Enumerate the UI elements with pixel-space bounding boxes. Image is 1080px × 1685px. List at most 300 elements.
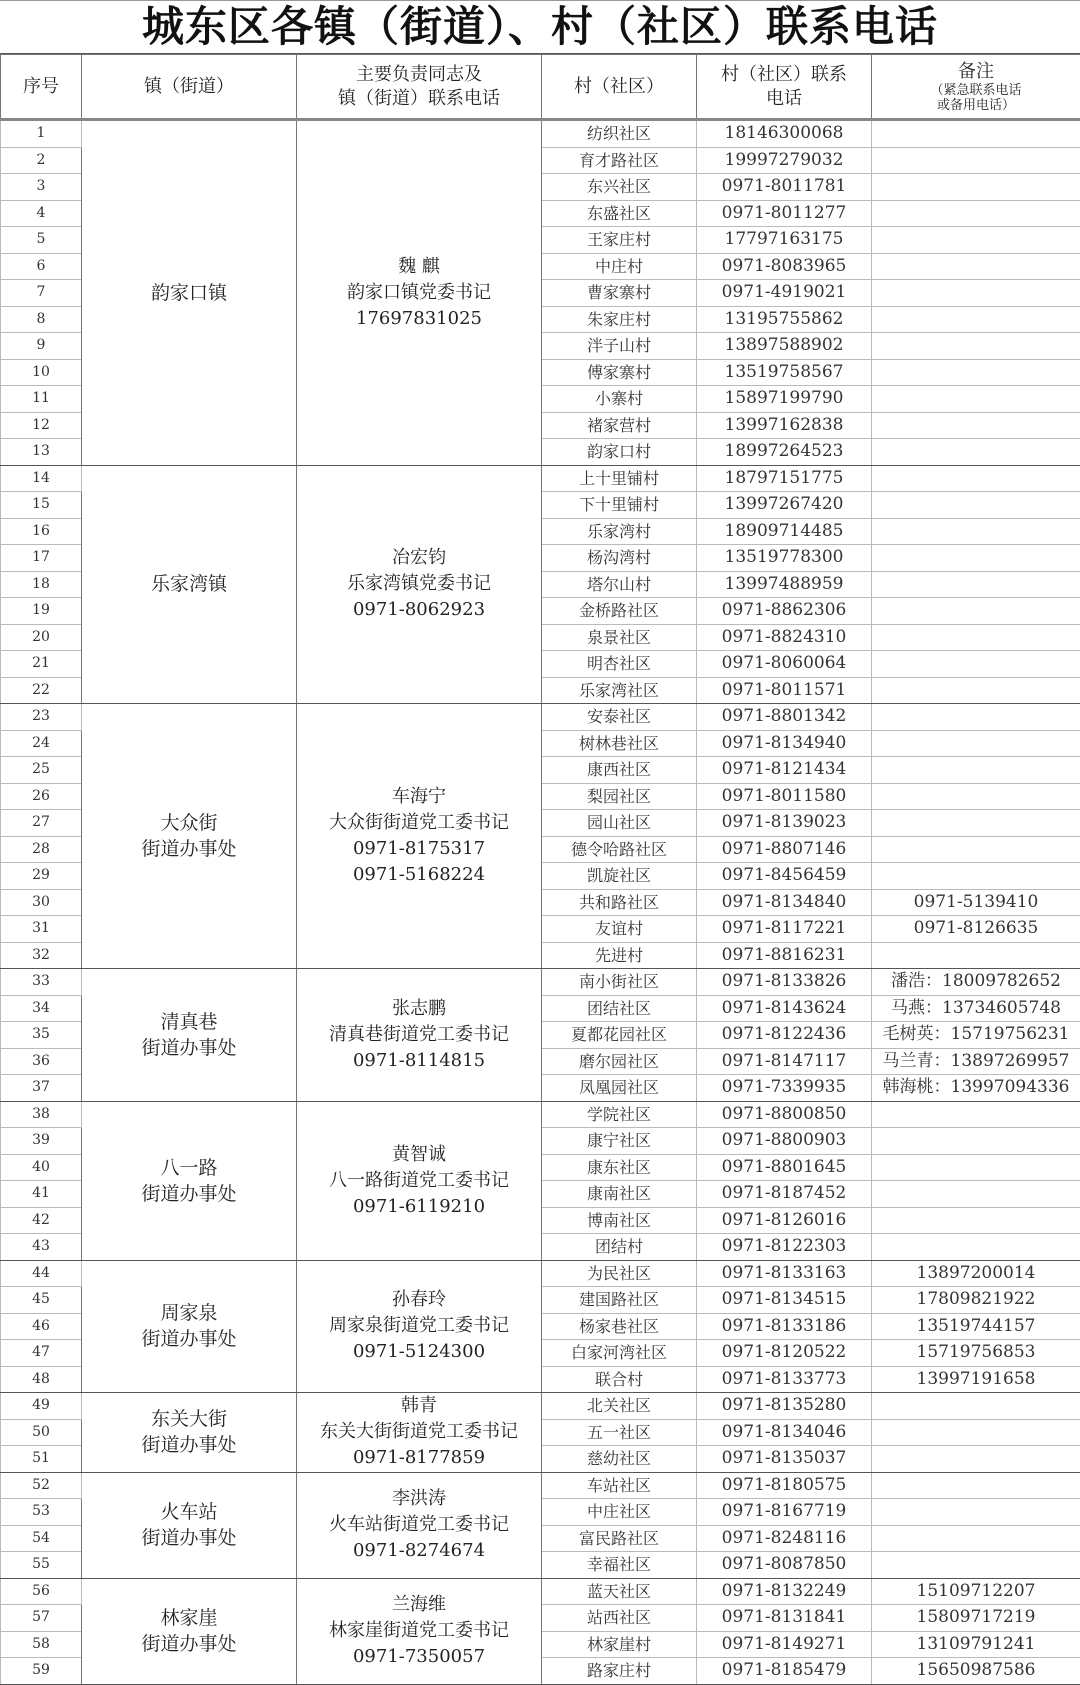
note-phone: 0971-8126635 bbox=[872, 916, 1080, 943]
village-name: 友谊村 bbox=[542, 916, 697, 943]
village-phone: 0971-8132249 bbox=[697, 1578, 872, 1605]
row-index: 47 bbox=[1, 1340, 82, 1367]
village-phone: 0971-8816231 bbox=[697, 942, 872, 969]
note-phone bbox=[872, 730, 1080, 757]
village-name: 凯旋社区 bbox=[542, 863, 697, 890]
leader-title: 韵家口镇党委书记 bbox=[297, 280, 541, 306]
village-phone: 0971-8122436 bbox=[697, 1022, 872, 1049]
village-name: 团结村 bbox=[542, 1234, 697, 1261]
town-name-line: 周家泉 bbox=[82, 1300, 296, 1326]
village-name: 蓝天社区 bbox=[542, 1578, 697, 1605]
row-index: 43 bbox=[1, 1234, 82, 1261]
row-index: 40 bbox=[1, 1154, 82, 1181]
town-name-line: 火车站 bbox=[82, 1499, 296, 1525]
village-name: 学院社区 bbox=[542, 1101, 697, 1128]
town-name-cell bbox=[82, 1101, 297, 1260]
note-phone bbox=[872, 810, 1080, 837]
village-phone: 0971-8180575 bbox=[697, 1472, 872, 1499]
village-phone: 0971-8011781 bbox=[697, 174, 872, 201]
note-phone bbox=[872, 1181, 1080, 1208]
leader-phone: 0971-8114815 bbox=[297, 1048, 541, 1074]
village-name: 德令哈路社区 bbox=[542, 836, 697, 863]
note-phone bbox=[872, 1446, 1080, 1473]
village-name: 康东社区 bbox=[542, 1154, 697, 1181]
village-phone: 0971-8167719 bbox=[697, 1499, 872, 1526]
table-row bbox=[1, 465, 1080, 492]
leader-name: 车海宁 bbox=[297, 784, 541, 810]
town-name-line: 林家崖 bbox=[82, 1605, 296, 1631]
leader-title: 乐家湾镇党委书记 bbox=[297, 571, 541, 597]
row-index: 20 bbox=[1, 624, 82, 651]
village-phone: 18146300068 bbox=[697, 120, 872, 148]
village-name: 站西社区 bbox=[542, 1605, 697, 1632]
leader-phone: 0971-8177859 bbox=[297, 1445, 541, 1471]
leader-phone: 17697831025 bbox=[297, 306, 541, 332]
row-index: 32 bbox=[1, 942, 82, 969]
note-phone bbox=[872, 757, 1080, 784]
village-name: 乐家湾社区 bbox=[542, 677, 697, 704]
row-index: 38 bbox=[1, 1101, 82, 1128]
town-name-line: 大众街 bbox=[82, 810, 296, 836]
row-index: 46 bbox=[1, 1313, 82, 1340]
village-phone: 0971-8126016 bbox=[697, 1207, 872, 1234]
village-phone: 0971-8147117 bbox=[697, 1048, 872, 1075]
row-index: 7 bbox=[1, 280, 82, 307]
row-index: 34 bbox=[1, 995, 82, 1022]
town-name-line: 东关大街 bbox=[82, 1406, 296, 1432]
leader-phone: 0971-8062923 bbox=[297, 597, 541, 623]
village-name: 康西社区 bbox=[542, 757, 697, 784]
village-name: 共和路社区 bbox=[542, 889, 697, 916]
note-phone bbox=[872, 1525, 1080, 1552]
town-name-cell bbox=[82, 1472, 297, 1578]
row-index: 8 bbox=[1, 306, 82, 333]
village-phone: 0971-8117221 bbox=[697, 916, 872, 943]
village-name: 路家庄村 bbox=[542, 1658, 697, 1685]
village-name: 白家河湾社区 bbox=[542, 1340, 697, 1367]
leader-contact-cell bbox=[297, 1578, 542, 1684]
village-name: 东盛社区 bbox=[542, 200, 697, 227]
note-phone bbox=[872, 439, 1080, 466]
note-phone: 马燕：13734605748 bbox=[872, 995, 1080, 1022]
row-index: 39 bbox=[1, 1128, 82, 1155]
village-name: 小寨村 bbox=[542, 386, 697, 413]
town-name-line: 街道办事处 bbox=[82, 1631, 296, 1657]
village-name: 褚家营村 bbox=[542, 412, 697, 439]
village-phone: 0971-8133773 bbox=[697, 1366, 872, 1393]
leader-name: 魏 麒 bbox=[297, 254, 541, 280]
row-index: 44 bbox=[1, 1260, 82, 1287]
village-phone: 0971-8134046 bbox=[697, 1419, 872, 1446]
village-name: 乐家湾村 bbox=[542, 518, 697, 545]
note-phone bbox=[872, 1101, 1080, 1128]
table-body bbox=[1, 120, 1080, 1685]
note-phone: 15109712207 bbox=[872, 1578, 1080, 1605]
village-phone: 0971-8134515 bbox=[697, 1287, 872, 1314]
village-name: 下十里铺村 bbox=[542, 492, 697, 519]
village-phone: 0971-8456459 bbox=[697, 863, 872, 890]
village-phone: 0971-8801342 bbox=[697, 704, 872, 731]
header-village: 村（社区） bbox=[542, 55, 697, 120]
village-name: 梨园社区 bbox=[542, 783, 697, 810]
leader-contact-cell bbox=[297, 1101, 542, 1260]
town-name-line: 街道办事处 bbox=[82, 1525, 296, 1551]
note-phone bbox=[872, 942, 1080, 969]
row-index: 17 bbox=[1, 545, 82, 572]
village-phone: 0971-8135280 bbox=[697, 1393, 872, 1420]
note-phone: 0971-5139410 bbox=[872, 889, 1080, 916]
village-name: 南小街社区 bbox=[542, 969, 697, 996]
village-name: 金桥路社区 bbox=[542, 598, 697, 625]
note-phone bbox=[872, 1207, 1080, 1234]
village-phone: 0971-8135037 bbox=[697, 1446, 872, 1473]
village-name: 五一社区 bbox=[542, 1419, 697, 1446]
town-name-cell bbox=[82, 120, 297, 466]
leader-name: 黄智诚 bbox=[297, 1142, 541, 1168]
table-row bbox=[1, 1260, 1080, 1287]
note-phone: 毛树英：15719756231 bbox=[872, 1022, 1080, 1049]
town-name-line: 街道办事处 bbox=[82, 1326, 296, 1352]
note-phone bbox=[872, 1393, 1080, 1420]
row-index: 54 bbox=[1, 1525, 82, 1552]
town-name-cell bbox=[82, 1393, 297, 1473]
village-phone: 13519758567 bbox=[697, 359, 872, 386]
village-name: 北关社区 bbox=[542, 1393, 697, 1420]
header-town: 镇（街道） bbox=[82, 55, 297, 120]
leader-contact-cell bbox=[297, 120, 542, 466]
town-name-cell bbox=[82, 969, 297, 1102]
village-name: 夏都花园社区 bbox=[542, 1022, 697, 1049]
note-phone: 13109791241 bbox=[872, 1631, 1080, 1658]
village-phone: 18909714485 bbox=[697, 518, 872, 545]
note-phone bbox=[872, 200, 1080, 227]
village-phone: 0971-8133826 bbox=[697, 969, 872, 996]
village-phone: 13897588902 bbox=[697, 333, 872, 360]
note-phone: 13519744157 bbox=[872, 1313, 1080, 1340]
village-phone: 0971-8011277 bbox=[697, 200, 872, 227]
note-phone bbox=[872, 412, 1080, 439]
row-index: 30 bbox=[1, 889, 82, 916]
row-index: 31 bbox=[1, 916, 82, 943]
note-phone bbox=[872, 518, 1080, 545]
note-phone bbox=[872, 1552, 1080, 1579]
note-phone bbox=[872, 571, 1080, 598]
row-index: 41 bbox=[1, 1181, 82, 1208]
row-index: 6 bbox=[1, 253, 82, 280]
town-name-line: 八一路 bbox=[82, 1155, 296, 1181]
note-phone bbox=[872, 359, 1080, 386]
leader-contact-cell bbox=[297, 969, 542, 1102]
town-name-line: 街道办事处 bbox=[82, 1181, 296, 1207]
row-index: 56 bbox=[1, 1578, 82, 1605]
leader-name: 冶宏钧 bbox=[297, 545, 541, 571]
table-row bbox=[1, 704, 1080, 731]
village-phone: 0971-8134840 bbox=[697, 889, 872, 916]
village-name: 凤凰园社区 bbox=[542, 1075, 697, 1102]
town-name-line: 乐家湾镇 bbox=[82, 571, 296, 597]
note-phone bbox=[872, 1499, 1080, 1526]
village-phone: 0971-8862306 bbox=[697, 598, 872, 625]
village-phone: 0971-8011571 bbox=[697, 677, 872, 704]
row-index: 52 bbox=[1, 1472, 82, 1499]
village-name: 团结社区 bbox=[542, 995, 697, 1022]
village-name: 中庄村 bbox=[542, 253, 697, 280]
town-name-line: 街道办事处 bbox=[82, 1432, 296, 1458]
row-index: 37 bbox=[1, 1075, 82, 1102]
village-phone: 0971-8185479 bbox=[697, 1658, 872, 1685]
leader-phone: 0971-8175317 bbox=[297, 836, 541, 862]
note-phone: 韩海桃：13997094336 bbox=[872, 1075, 1080, 1102]
note-phone bbox=[872, 1472, 1080, 1499]
note-phone bbox=[872, 333, 1080, 360]
note-phone bbox=[872, 836, 1080, 863]
note-phone: 潘浩：18009782652 bbox=[872, 969, 1080, 996]
village-name: 曹家寨村 bbox=[542, 280, 697, 307]
note-phone bbox=[872, 677, 1080, 704]
village-phone: 18997264523 bbox=[697, 439, 872, 466]
village-name: 杨沟湾村 bbox=[542, 545, 697, 572]
contact-table bbox=[0, 54, 1080, 1685]
note-phone bbox=[872, 1154, 1080, 1181]
village-phone: 13997267420 bbox=[697, 492, 872, 519]
village-phone: 17797163175 bbox=[697, 227, 872, 254]
village-name: 建国路社区 bbox=[542, 1287, 697, 1314]
row-index: 45 bbox=[1, 1287, 82, 1314]
village-phone: 0971-8143624 bbox=[697, 995, 872, 1022]
leader-phone: 0971-6119210 bbox=[297, 1194, 541, 1220]
note-phone bbox=[872, 1419, 1080, 1446]
village-phone: 0971-8248116 bbox=[697, 1525, 872, 1552]
row-index: 10 bbox=[1, 359, 82, 386]
village-phone: 0971-8807146 bbox=[697, 836, 872, 863]
town-name-line: 清真巷 bbox=[82, 1009, 296, 1035]
document-title: 城东区各镇（街道）、村（社区）联系电话 bbox=[0, 0, 1080, 54]
village-name: 上十里铺村 bbox=[542, 465, 697, 492]
village-name: 中庄社区 bbox=[542, 1499, 697, 1526]
village-name: 塔尔山村 bbox=[542, 571, 697, 598]
row-index: 58 bbox=[1, 1631, 82, 1658]
village-phone: 0971-8133163 bbox=[697, 1260, 872, 1287]
village-name: 康南社区 bbox=[542, 1181, 697, 1208]
village-phone: 0971-8134940 bbox=[697, 730, 872, 757]
leader-name: 孙春玲 bbox=[297, 1287, 541, 1313]
row-index: 16 bbox=[1, 518, 82, 545]
note-phone: 13897200014 bbox=[872, 1260, 1080, 1287]
note-phone bbox=[872, 863, 1080, 890]
village-phone: 0971-7339935 bbox=[697, 1075, 872, 1102]
row-index: 1 bbox=[1, 120, 82, 148]
village-name: 慈幼社区 bbox=[542, 1446, 697, 1473]
village-name: 车站社区 bbox=[542, 1472, 697, 1499]
village-phone: 0971-8121434 bbox=[697, 757, 872, 784]
leader-phone: 0971-5168224 bbox=[297, 862, 541, 888]
row-index: 22 bbox=[1, 677, 82, 704]
village-phone: 0971-8133186 bbox=[697, 1313, 872, 1340]
town-name-cell bbox=[82, 704, 297, 969]
village-phone: 15897199790 bbox=[697, 386, 872, 413]
note-phone bbox=[872, 227, 1080, 254]
table-row bbox=[1, 1578, 1080, 1605]
note-phone bbox=[872, 1234, 1080, 1261]
note-phone: 马兰青：13897269957 bbox=[872, 1048, 1080, 1075]
village-phone: 0971-8149271 bbox=[697, 1631, 872, 1658]
leader-contact-cell bbox=[297, 1472, 542, 1578]
town-name-line: 韵家口镇 bbox=[82, 280, 296, 306]
row-index: 50 bbox=[1, 1419, 82, 1446]
note-phone bbox=[872, 1128, 1080, 1155]
note-phone bbox=[872, 306, 1080, 333]
leader-title: 周家泉街道党工委书记 bbox=[297, 1313, 541, 1339]
leader-name: 兰海维 bbox=[297, 1592, 541, 1618]
village-phone: 19997279032 bbox=[697, 147, 872, 174]
village-name: 安泰社区 bbox=[542, 704, 697, 731]
village-phone: 13519778300 bbox=[697, 545, 872, 572]
village-phone: 18797151775 bbox=[697, 465, 872, 492]
note-phone bbox=[872, 545, 1080, 572]
row-index: 48 bbox=[1, 1366, 82, 1393]
town-name-cell bbox=[82, 1260, 297, 1393]
row-index: 33 bbox=[1, 969, 82, 996]
leader-title: 清真巷街道党工委书记 bbox=[297, 1022, 541, 1048]
row-index: 21 bbox=[1, 651, 82, 678]
row-index: 24 bbox=[1, 730, 82, 757]
village-name: 园山社区 bbox=[542, 810, 697, 837]
row-index: 26 bbox=[1, 783, 82, 810]
note-phone bbox=[872, 783, 1080, 810]
village-name: 朱家庄村 bbox=[542, 306, 697, 333]
leader-name: 李洪涛 bbox=[297, 1486, 541, 1512]
leader-name: 韩青 bbox=[297, 1393, 541, 1419]
header-phone: 村（社区）联系 电话 bbox=[697, 55, 872, 120]
header-index: 序号 bbox=[1, 55, 82, 120]
village-name: 王家庄村 bbox=[542, 227, 697, 254]
village-phone: 0971-8800903 bbox=[697, 1128, 872, 1155]
table-row bbox=[1, 120, 1080, 148]
village-phone: 0971-8011580 bbox=[697, 783, 872, 810]
village-name: 傅家寨村 bbox=[542, 359, 697, 386]
leader-phone: 0971-5124300 bbox=[297, 1339, 541, 1365]
row-index: 53 bbox=[1, 1499, 82, 1526]
row-index: 28 bbox=[1, 836, 82, 863]
row-index: 14 bbox=[1, 465, 82, 492]
village-name: 先进村 bbox=[542, 942, 697, 969]
row-index: 25 bbox=[1, 757, 82, 784]
row-index: 59 bbox=[1, 1658, 82, 1685]
note-phone bbox=[872, 386, 1080, 413]
village-name: 育才路社区 bbox=[542, 147, 697, 174]
row-index: 5 bbox=[1, 227, 82, 254]
note-phone bbox=[872, 253, 1080, 280]
leader-title: 大众街街道党工委书记 bbox=[297, 810, 541, 836]
leader-title: 东关大街街道党工委书记 bbox=[297, 1419, 541, 1445]
village-name: 幸福社区 bbox=[542, 1552, 697, 1579]
town-name-cell bbox=[82, 1578, 297, 1684]
note-phone bbox=[872, 598, 1080, 625]
village-phone: 0971-8801645 bbox=[697, 1154, 872, 1181]
table-row bbox=[1, 1101, 1080, 1128]
leader-title: 八一路街道党工委书记 bbox=[297, 1168, 541, 1194]
village-name: 明杏社区 bbox=[542, 651, 697, 678]
village-name: 泉景社区 bbox=[542, 624, 697, 651]
row-index: 51 bbox=[1, 1446, 82, 1473]
note-phone bbox=[872, 147, 1080, 174]
note-phone: 15809717219 bbox=[872, 1605, 1080, 1632]
leader-phone: 0971-8274674 bbox=[297, 1538, 541, 1564]
leader-contact-cell bbox=[297, 1260, 542, 1393]
row-index: 11 bbox=[1, 386, 82, 413]
note-phone: 17809821922 bbox=[872, 1287, 1080, 1314]
village-name: 林家崖村 bbox=[542, 1631, 697, 1658]
village-phone: 0971-4919021 bbox=[697, 280, 872, 307]
village-phone: 0971-8131841 bbox=[697, 1605, 872, 1632]
header-note: 备注 （紧急联系电话 或备用电话） bbox=[872, 55, 1080, 120]
note-phone bbox=[872, 651, 1080, 678]
village-phone: 0971-8187452 bbox=[697, 1181, 872, 1208]
village-name: 康宁社区 bbox=[542, 1128, 697, 1155]
village-phone: 13997488959 bbox=[697, 571, 872, 598]
village-name: 韵家口村 bbox=[542, 439, 697, 466]
row-index: 29 bbox=[1, 863, 82, 890]
row-index: 42 bbox=[1, 1207, 82, 1234]
note-phone bbox=[872, 465, 1080, 492]
leader-title: 火车站街道党工委书记 bbox=[297, 1512, 541, 1538]
note-phone bbox=[872, 280, 1080, 307]
village-phone: 0971-8122303 bbox=[697, 1234, 872, 1261]
row-index: 19 bbox=[1, 598, 82, 625]
village-name: 东兴社区 bbox=[542, 174, 697, 201]
row-index: 57 bbox=[1, 1605, 82, 1632]
village-name: 博南社区 bbox=[542, 1207, 697, 1234]
leader-contact-cell bbox=[297, 465, 542, 704]
table-row bbox=[1, 1472, 1080, 1499]
village-name: 树林巷社区 bbox=[542, 730, 697, 757]
town-name-cell bbox=[82, 465, 297, 704]
leader-title: 林家崖街道党工委书记 bbox=[297, 1618, 541, 1644]
row-index: 2 bbox=[1, 147, 82, 174]
village-name: 联合村 bbox=[542, 1366, 697, 1393]
note-phone bbox=[872, 704, 1080, 731]
village-name: 泮子山村 bbox=[542, 333, 697, 360]
village-phone: 0971-8120522 bbox=[697, 1340, 872, 1367]
leader-phone: 0971-7350057 bbox=[297, 1644, 541, 1670]
village-phone: 0971-8087850 bbox=[697, 1552, 872, 1579]
row-index: 27 bbox=[1, 810, 82, 837]
village-phone: 0971-8060064 bbox=[697, 651, 872, 678]
village-phone: 0971-8139023 bbox=[697, 810, 872, 837]
leader-contact-cell bbox=[297, 704, 542, 969]
village-phone: 13997162838 bbox=[697, 412, 872, 439]
row-index: 23 bbox=[1, 704, 82, 731]
leader-contact-cell bbox=[297, 1393, 542, 1473]
note-phone bbox=[872, 174, 1080, 201]
village-phone: 0971-8083965 bbox=[697, 253, 872, 280]
town-name-line: 街道办事处 bbox=[82, 1035, 296, 1061]
row-index: 9 bbox=[1, 333, 82, 360]
row-index: 15 bbox=[1, 492, 82, 519]
village-name: 富民路社区 bbox=[542, 1525, 697, 1552]
leader-name: 张志鹏 bbox=[297, 996, 541, 1022]
row-index: 35 bbox=[1, 1022, 82, 1049]
village-phone: 0971-8800850 bbox=[697, 1101, 872, 1128]
village-name: 为民社区 bbox=[542, 1260, 697, 1287]
row-index: 36 bbox=[1, 1048, 82, 1075]
table-row bbox=[1, 969, 1080, 996]
row-index: 12 bbox=[1, 412, 82, 439]
note-phone bbox=[872, 492, 1080, 519]
table-row bbox=[1, 1393, 1080, 1420]
row-index: 13 bbox=[1, 439, 82, 466]
note-phone: 15650987586 bbox=[872, 1658, 1080, 1685]
